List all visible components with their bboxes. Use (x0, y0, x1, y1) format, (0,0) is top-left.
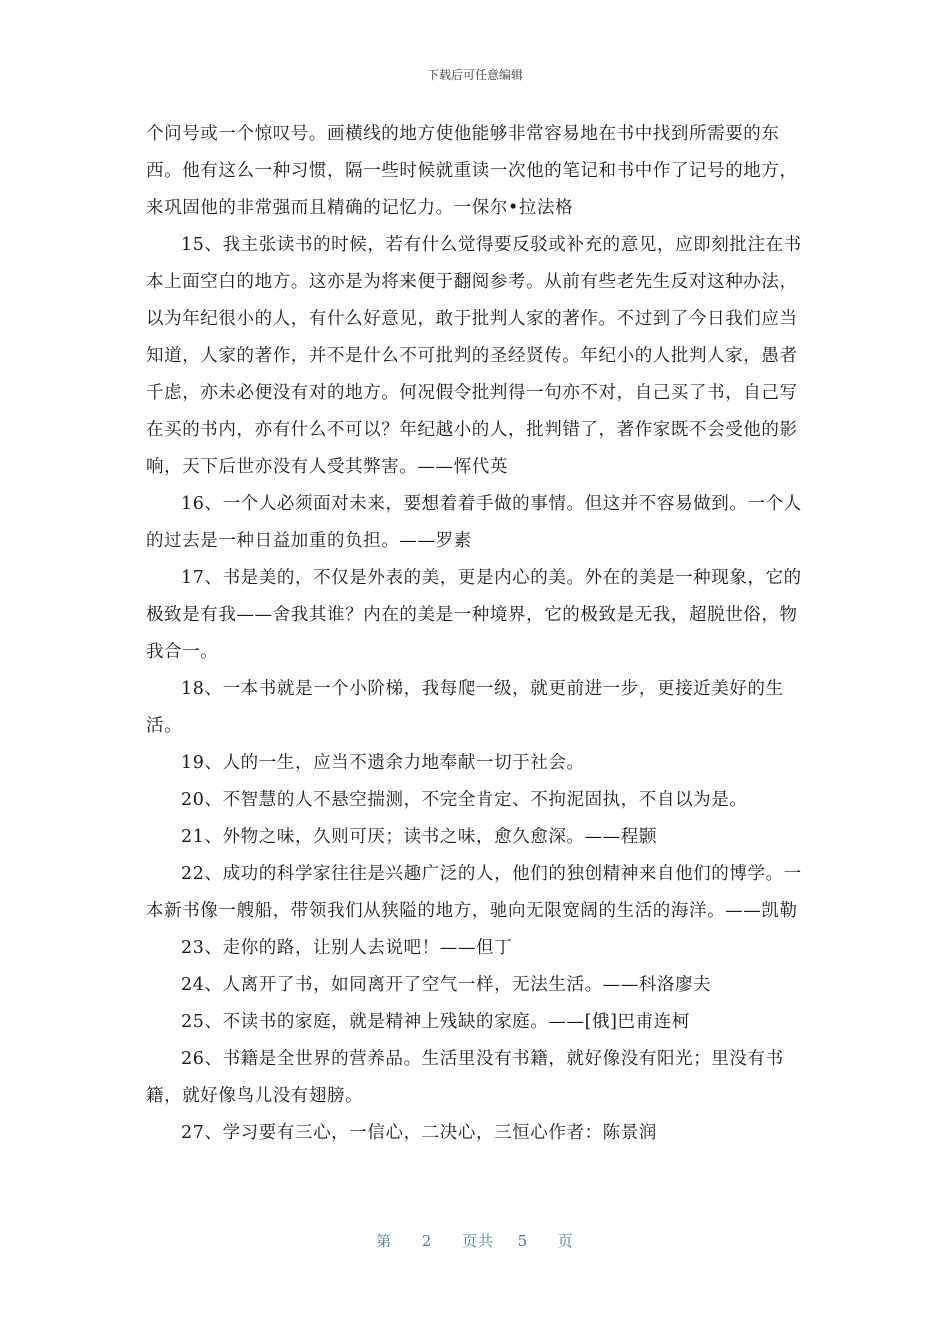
page-header: 下载后可任意编辑 (426, 68, 523, 82)
paragraph-quote-26: 26、书籍是全世界的营养品。生活里没有书籍，就好像没有阳光；里没有书籍，就好像鸟儿没有翅膀。 (146, 1049, 784, 1106)
page-label-suffix: 页 (557, 1232, 574, 1250)
paragraph-quote-23: 23、走你的路，让别人去说吧！——但丁 (181, 938, 513, 958)
paragraph-quote-19: 19、人的一生，应当不遗余力地奉献一切于社会。 (181, 753, 585, 773)
paragraph-quote-22: 22、成功的科学家往往是兴趣广泛的人，他们的独创精神来自他们的博学。一本新书像一艘船，带领我们从狭隘的地方，驰向无限宽阔的生活的海洋。——凯勒 (146, 864, 802, 921)
paragraph-quote-27: 27、学习要有三心，一信心，二决心，三恒心作者：陈景润 (181, 1123, 657, 1143)
document-body (146, 116, 806, 1152)
page-label-prefix: 第 (376, 1232, 393, 1250)
paragraph-quote-20: 20、不智慧的人不悬空揣测，不完全肯定、不拘泥固执，不自以为是。 (181, 790, 748, 810)
paragraph-quote-17: 17、书是美的，不仅是外表的美，更是内心的美。外在的美是一种现象，它的极致是有我——舍我其谁？内在的美是一种境界，它的极致是无我，超脱世俗，物我合一。 (146, 568, 802, 662)
paragraph-quote-21: 21、外物之味，久则可厌；读书之味，愈久愈深。——程颢 (181, 827, 657, 847)
paragraph-quote-15: 15、我主张读书的时候，若有什么觉得要反驳或补充的意见，应即刻批注在书本上面空白的地方。这亦是为将来便于翻阅参考。从前有些老先生反对这种办法，以为年纪很小的人，有什么好意见，敢于批判人家的著作。不过到了今日我们应当知道，人家的著作，并不是什么不可批判的圣经贤传。年纪小的人批判人家，愚者千虑，亦未必便没有对的地方。何况假令批判得一句亦不对，自己买了书，自己写在买的书内，亦有什么不可以？年纪越小的人，批判错了，著作家既不会受他的影响，天下后世亦没有人受其弊害。——恽代英 (146, 235, 802, 477)
page-label-middle: 页共 (461, 1232, 494, 1250)
paragraph-quote-25: 25、不读书的家庭，就是精神上残缺的家庭。——[俄]巴甫连柯 (181, 1012, 690, 1032)
paragraph-quote-18: 18、一本书就是一个小阶梯，我每爬一级，就更前进一步，更接近美好的生活。 (146, 679, 784, 736)
paragraph-continuation: 个问号或一个惊叹号。画横线的地方使他能够非常容易地在书中找到所需要的东西。他有这么一种习惯，隔一些时候就重读一次他的笔记和书中作了记号的地方，来巩固他的非常强而且精确的记忆力。一保尔•拉法格 (146, 124, 798, 218)
total-pages: 5 (517, 1232, 529, 1250)
page-footer (0, 1230, 950, 1251)
page-number: 2 (421, 1232, 433, 1250)
paragraph-quote-24: 24、人离开了书，如同离开了空气一样，无法生活。——科洛廖夫 (181, 975, 712, 995)
paragraph-quote-16: 16、一个人必须面对未来，要想着着手做的事情。但这并不容易做到。一个人的过去是一种日益加重的负担。——罗素 (146, 494, 802, 551)
